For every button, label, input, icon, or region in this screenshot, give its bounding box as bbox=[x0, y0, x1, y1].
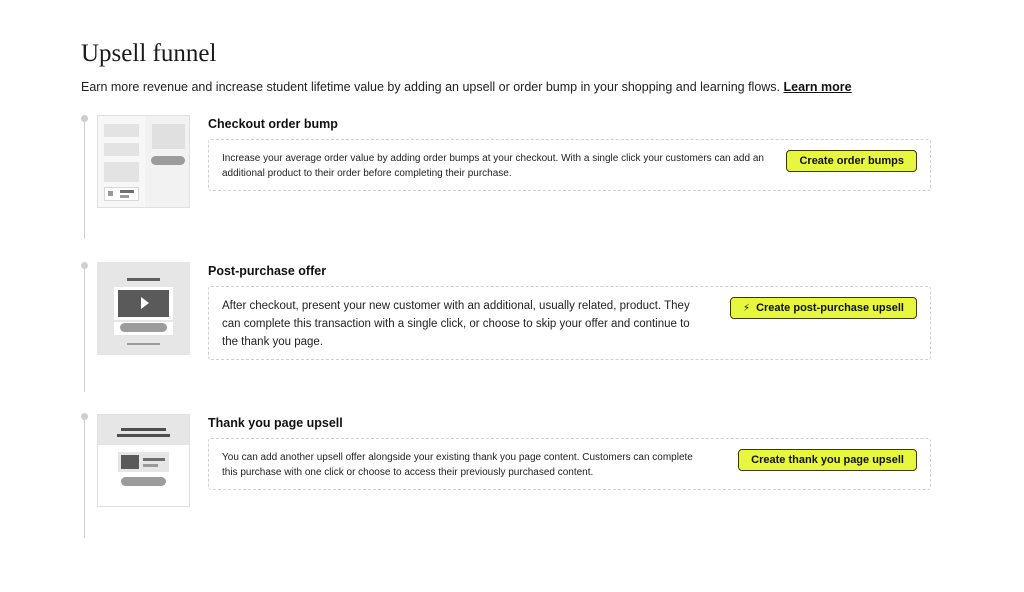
post-purchase-offer-illustration bbox=[97, 262, 190, 355]
illustration-field bbox=[104, 143, 139, 156]
post-purchase-offer-description: After checkout, present your new customer with an additional, usually related, product. They can complete this transaction with a single click, or choose to skip your offer and continue to the thank you page. bbox=[222, 300, 690, 348]
thank-you-page-upsell-description: You can add another upsell offer alongside your existing thank you page content. Customers can complete this purchase with one click or choose to access their previously purchased content. bbox=[222, 452, 693, 478]
create-thank-you-page-upsell-button[interactable] bbox=[738, 449, 917, 471]
thank-you-page-upsell-title: Thank you page upsell bbox=[208, 416, 343, 430]
timeline-dot bbox=[81, 115, 88, 122]
checkout-order-bump-title: Checkout order bump bbox=[208, 117, 338, 131]
checkout-order-bump-illustration bbox=[97, 115, 190, 208]
illustration-line bbox=[120, 195, 129, 198]
timeline-line bbox=[84, 420, 85, 538]
illustration-cta-pill bbox=[121, 477, 166, 486]
thank-you-page-upsell-card bbox=[208, 438, 931, 490]
intro-description: Earn more revenue and increase student lifetime value by adding an upsell or order bump in your shopping and learning flows. bbox=[81, 80, 784, 94]
illustration-pay-button bbox=[151, 156, 185, 165]
create-order-bumps-button[interactable] bbox=[786, 150, 917, 172]
timeline-dot bbox=[81, 413, 88, 420]
create-post-purchase-upsell-button[interactable] bbox=[730, 297, 917, 319]
intro-text bbox=[81, 80, 852, 94]
illustration-line bbox=[120, 190, 134, 193]
play-icon bbox=[141, 297, 149, 309]
illustration-line bbox=[121, 428, 166, 431]
illustration-line bbox=[117, 434, 170, 437]
post-purchase-offer-title: Post-purchase offer bbox=[208, 264, 327, 278]
thank-you-page-upsell-illustration bbox=[97, 414, 190, 507]
page-title: Upsell funnel bbox=[81, 40, 217, 67]
checkout-order-bump-description: Increase your average order value by adding order bumps at your checkout. With a single click your customers can add an additional product to their order before completing their purchase. bbox=[222, 153, 764, 179]
illustration-line bbox=[143, 458, 165, 461]
illustration-field bbox=[104, 162, 139, 182]
timeline-dot bbox=[81, 262, 88, 269]
learn-more-link[interactable]: Learn more bbox=[783, 80, 852, 94]
illustration-image bbox=[121, 455, 139, 469]
illustration-summary-box bbox=[152, 124, 185, 149]
illustration-checkbox bbox=[108, 191, 113, 196]
create-thank-you-page-upsell-label: Create thank you page upsell bbox=[751, 454, 904, 466]
illustration-cta-pill bbox=[120, 323, 167, 332]
create-order-bumps-label: Create order bumps bbox=[799, 155, 904, 167]
timeline-line bbox=[84, 269, 85, 392]
create-post-purchase-upsell-label: Create post-purchase upsell bbox=[756, 302, 904, 314]
checkout-order-bump-card bbox=[208, 139, 931, 191]
timeline-line bbox=[84, 122, 85, 239]
illustration-field bbox=[104, 124, 139, 137]
illustration-line bbox=[143, 464, 158, 467]
illustration-line bbox=[127, 343, 160, 345]
post-purchase-offer-card bbox=[208, 286, 931, 360]
lightning-bolt-icon: ⚡ bbox=[743, 302, 751, 314]
illustration-line bbox=[127, 278, 160, 281]
